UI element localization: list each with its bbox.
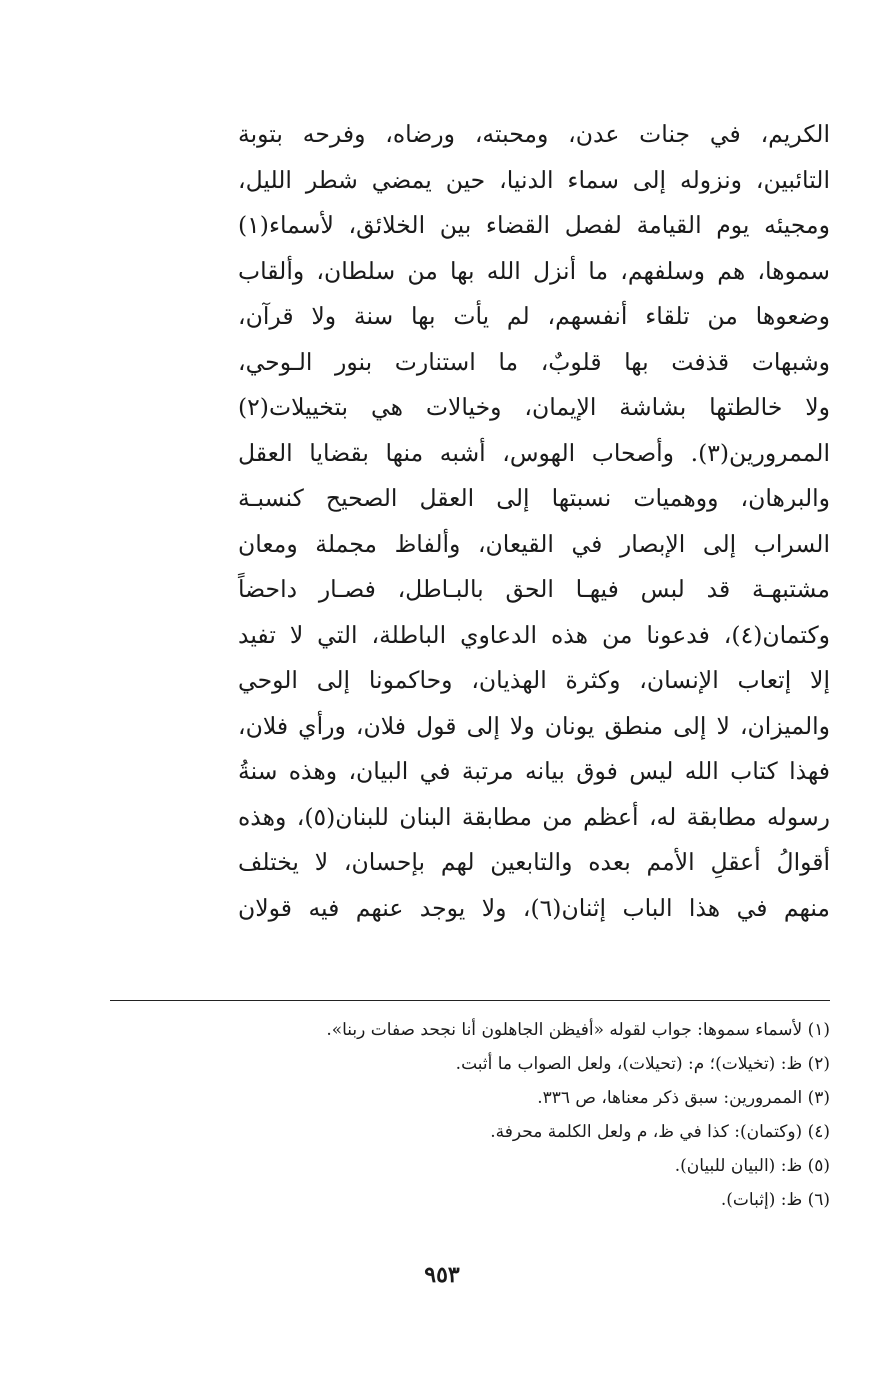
text-line: مشتبهـة قد لبس فيهـا الحق بالبـاطل، فصـار داحضاً (238, 575, 830, 603)
footnotes-block (150, 1013, 830, 1217)
text-line: رسوله مطابقة له، أعظم من مطابقة البنان للبنان(٥)، وهذه (238, 802, 830, 831)
text-line: وشبهات قذفت بها قلوبٌ، ما استنارت بنور الـوحي، (238, 347, 830, 376)
text-line: وكتمان(٤)، فدعونا من هذه الدعاوي الباطلة، التي لا تفيد (238, 620, 830, 649)
page-number: ٩٥٣ (424, 1262, 460, 1288)
text-line: منهم في هذا الباب إثنان(٦)، ولا يوجد عنهم فيه قولان (238, 893, 830, 922)
text-line: الممرورين(٣). وأصحاب الهوس، أشبه منها بقضايا العقل (238, 438, 830, 467)
footnote: (١) لأسماء سموها: جواب لقوله «أفيظن الجاهلون أنا نجحد صفات ربنا». (326, 1020, 830, 1040)
text-line: أقوالُ أعقلِ الأمم بعده والتابعين لهم بإحسان، لا يختلف (238, 848, 830, 876)
footnote: (٣) الممرورين: سبق ذكر معناها، ص ٣٣٦. (537, 1088, 830, 1108)
footnote: (٦) ظ: (إثبات). (720, 1190, 830, 1210)
text-line: فهذا كتاب الله ليس فوق بيانه مرتبة في البيان، وهذه سنةُ (238, 757, 830, 785)
text-line: وضعوها من تلقاء أنفسهم، لم يأت بها سنة ولا قرآن، (238, 302, 830, 330)
text-line: الكريم، في جنات عدن، ومحبته، ورضاه، وفرحه بتوبة (238, 120, 830, 148)
main-text-block (238, 112, 830, 931)
text-line: ولا خالطتها بشاشة الإيمان، وخيالات هي بتخييلات(٢) (238, 393, 830, 421)
text-line: والبرهان، ووهميات نسبتها إلى العقل الصحيح كنسبـة (238, 484, 830, 512)
footnote: (٢) ظ: (تخيلات)؛ م: (تحيلات)، ولعل الصواب ما أثبت. (455, 1054, 830, 1074)
footnote-divider (110, 1000, 830, 1001)
text-line: السراب إلى الإبصار في القيعان، وألفاظ مجملة ومعان (238, 529, 830, 558)
footnote: (٥) ظ: (البيان للبيان). (674, 1156, 830, 1176)
footnote: (٤) (وكتمان): كذا في ظ، م ولعل الكلمة محرفة. (490, 1122, 830, 1142)
text-line: سموها، هم وسلفهم، ما أنزل الله بها من سلطان، وألقاب (238, 256, 830, 285)
text-line: التائبين، ونزوله إلى سماء الدنيا، حين يمضي شطر الليل، (238, 165, 830, 194)
text-line: إلا إتعاب الإنسان، وكثرة الهذيان، وحاكمونا إلى الوحي (238, 666, 830, 694)
text-line: ومجيئه يوم القيامة لفصل القضاء بين الخلائق، لأسماء(١) (238, 211, 830, 239)
text-line: والميزان، لا إلى منطق يونان ولا إلى قول فلان، ورأي فلان، (238, 711, 830, 740)
